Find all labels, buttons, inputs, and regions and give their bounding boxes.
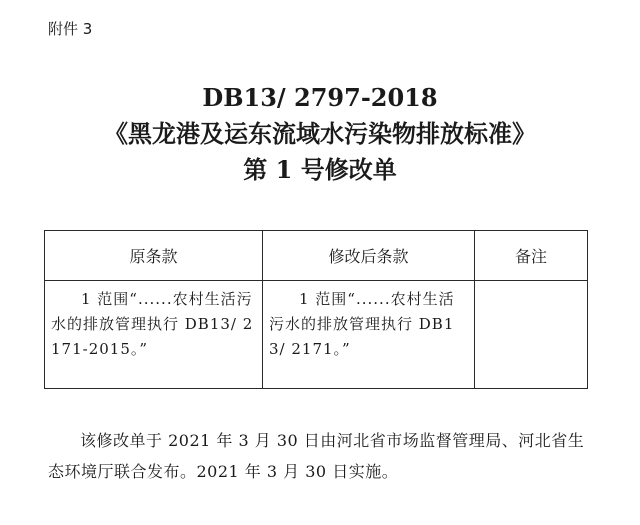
amended-clause-cell — [263, 281, 475, 389]
remarks-cell — [475, 281, 588, 389]
amendment-table — [44, 230, 588, 389]
header-original-clause: 原条款 — [45, 231, 263, 281]
amended-clause-text: 1 范围“......农村生活污水的排放管理执行 DB13/ 2171。” — [269, 290, 455, 358]
document-title — [0, 80, 640, 188]
header-remarks: 备注 — [475, 231, 588, 281]
issuance-note: 该修改单于 2021 年 3 月 30 日由河北省市场监督管理局、河北省生态环境厅联合发布。2021 年 3 月 30 日实施。 — [48, 431, 585, 481]
standard-name: 《黑龙港及运东流域水污染物排放标准》 — [104, 119, 536, 148]
amendment-number: 第 1 号修改单 — [243, 155, 397, 184]
attachment-label: 附件 3 — [48, 20, 93, 38]
table-row — [45, 281, 588, 389]
header-amended-clause: 修改后条款 — [263, 231, 475, 281]
table-header-row — [45, 231, 588, 281]
standard-number: DB13/ 2797-2018 — [202, 83, 438, 112]
original-clause-cell — [45, 281, 263, 389]
original-clause-text: 1 范围“......农村生活污水的排放管理执行 DB13/ 2171-2015。” — [51, 290, 254, 358]
